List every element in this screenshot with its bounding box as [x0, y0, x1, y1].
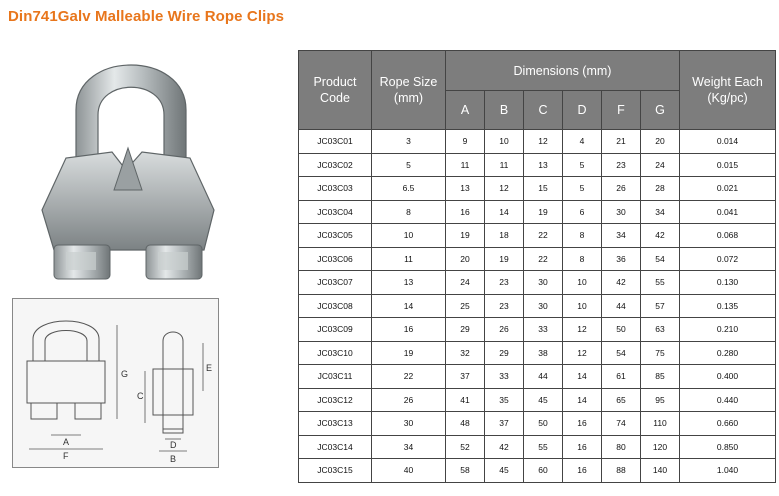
header-rope-size: Rope Size (mm): [372, 51, 446, 130]
cell-dim-a: 52: [446, 435, 485, 459]
cell-dim-c: 45: [524, 388, 563, 412]
cell-code: JC03C01: [299, 130, 372, 154]
cell-weight: 0.041: [680, 200, 776, 224]
table-row: [299, 200, 776, 224]
header-dim-a: A: [446, 91, 485, 130]
cell-rope-size: 8: [372, 200, 446, 224]
cell-dim-c: 22: [524, 247, 563, 271]
cell-rope-size: 16: [372, 318, 446, 342]
cell-code: JC03C09: [299, 318, 372, 342]
cell-weight: 1.040: [680, 459, 776, 483]
cell-code: JC03C11: [299, 365, 372, 389]
cell-dim-f: 50: [602, 318, 641, 342]
cell-dim-b: 29: [485, 341, 524, 365]
cell-dim-d: 6: [563, 200, 602, 224]
cell-dim-b: 23: [485, 294, 524, 318]
cell-dim-b: 37: [485, 412, 524, 436]
cell-dim-g: 57: [641, 294, 680, 318]
cell-dim-b: 14: [485, 200, 524, 224]
cell-dim-c: 13: [524, 153, 563, 177]
cell-code: JC03C13: [299, 412, 372, 436]
drawing-label-g: G: [121, 369, 129, 379]
cell-dim-d: 4: [563, 130, 602, 154]
cell-dim-d: 8: [563, 247, 602, 271]
cell-dim-d: 10: [563, 271, 602, 295]
cell-dim-a: 41: [446, 388, 485, 412]
cell-dim-a: 37: [446, 365, 485, 389]
cell-dim-a: 48: [446, 412, 485, 436]
cell-dim-a: 13: [446, 177, 485, 201]
drawing-label-d: D: [170, 440, 177, 450]
cell-rope-size: 6.5: [372, 177, 446, 201]
table-row: [299, 271, 776, 295]
cell-dim-d: 12: [563, 341, 602, 365]
product-photo: [14, 40, 244, 288]
table-row: [299, 459, 776, 483]
cell-dim-d: 10: [563, 294, 602, 318]
cell-dim-d: 14: [563, 388, 602, 412]
cell-dim-a: 32: [446, 341, 485, 365]
cell-rope-size: 26: [372, 388, 446, 412]
cell-dim-c: 22: [524, 224, 563, 248]
cell-rope-size: 13: [372, 271, 446, 295]
table-row: [299, 435, 776, 459]
cell-rope-size: 3: [372, 130, 446, 154]
cell-dim-f: 21: [602, 130, 641, 154]
table-row: [299, 341, 776, 365]
cell-dim-d: 14: [563, 365, 602, 389]
cell-dim-b: 35: [485, 388, 524, 412]
cell-dim-g: 20: [641, 130, 680, 154]
cell-dim-f: 34: [602, 224, 641, 248]
cell-dim-d: 16: [563, 459, 602, 483]
cell-rope-size: 22: [372, 365, 446, 389]
cell-code: JC03C07: [299, 271, 372, 295]
cell-dim-b: 42: [485, 435, 524, 459]
cell-weight: 0.014: [680, 130, 776, 154]
cell-dim-g: 120: [641, 435, 680, 459]
cell-dim-f: 30: [602, 200, 641, 224]
cell-dim-c: 30: [524, 294, 563, 318]
cell-dim-a: 24: [446, 271, 485, 295]
cell-dim-a: 9: [446, 130, 485, 154]
cell-weight: 0.130: [680, 271, 776, 295]
cell-weight: 0.135: [680, 294, 776, 318]
cell-dim-b: 11: [485, 153, 524, 177]
drawing-label-c: C: [137, 391, 144, 401]
cell-dim-f: 42: [602, 271, 641, 295]
cell-dim-a: 20: [446, 247, 485, 271]
cell-dim-c: 44: [524, 365, 563, 389]
cell-dim-g: 24: [641, 153, 680, 177]
cell-dim-c: 38: [524, 341, 563, 365]
cell-rope-size: 19: [372, 341, 446, 365]
cell-dim-c: 50: [524, 412, 563, 436]
cell-dim-d: 8: [563, 224, 602, 248]
cell-dim-b: 18: [485, 224, 524, 248]
cell-code: JC03C04: [299, 200, 372, 224]
cell-dim-g: 55: [641, 271, 680, 295]
cell-rope-size: 11: [372, 247, 446, 271]
cell-dim-f: 44: [602, 294, 641, 318]
cell-dim-f: 61: [602, 365, 641, 389]
header-dim-b: B: [485, 91, 524, 130]
cell-dim-a: 58: [446, 459, 485, 483]
cell-dim-f: 26: [602, 177, 641, 201]
cell-dim-c: 60: [524, 459, 563, 483]
cell-dim-g: 75: [641, 341, 680, 365]
cell-dim-f: 65: [602, 388, 641, 412]
cell-dim-d: 12: [563, 318, 602, 342]
cell-weight: 0.015: [680, 153, 776, 177]
cell-rope-size: 10: [372, 224, 446, 248]
header-dim-g: G: [641, 91, 680, 130]
cell-weight: 0.068: [680, 224, 776, 248]
cell-dim-f: 88: [602, 459, 641, 483]
cell-dim-f: 36: [602, 247, 641, 271]
cell-code: JC03C15: [299, 459, 372, 483]
cell-dim-g: 85: [641, 365, 680, 389]
header-product-code: Product Code: [299, 51, 372, 130]
header-dim-d: D: [563, 91, 602, 130]
cell-rope-size: 40: [372, 459, 446, 483]
table-row: [299, 247, 776, 271]
cell-dim-c: 55: [524, 435, 563, 459]
cell-dim-c: 15: [524, 177, 563, 201]
table-row: [299, 177, 776, 201]
drawing-label-e: E: [206, 363, 213, 373]
cell-dim-f: 74: [602, 412, 641, 436]
cell-dim-d: 16: [563, 412, 602, 436]
cell-dim-g: 63: [641, 318, 680, 342]
cell-code: JC03C06: [299, 247, 372, 271]
dimension-drawing: [12, 298, 219, 468]
table-row: [299, 412, 776, 436]
cell-rope-size: 5: [372, 153, 446, 177]
cell-code: JC03C14: [299, 435, 372, 459]
cell-dim-b: 33: [485, 365, 524, 389]
cell-dim-g: 54: [641, 247, 680, 271]
cell-dim-d: 5: [563, 153, 602, 177]
cell-dim-b: 10: [485, 130, 524, 154]
cell-dim-b: 19: [485, 247, 524, 271]
drawing-label-a: A: [63, 437, 70, 447]
drawing-label-f: F: [63, 451, 69, 461]
cell-weight: 0.072: [680, 247, 776, 271]
header-weight: Weight Each (Kg/pc): [680, 51, 776, 130]
cell-dim-g: 34: [641, 200, 680, 224]
drawing-label-b: B: [170, 454, 177, 464]
cell-weight: 0.660: [680, 412, 776, 436]
cell-dim-f: 80: [602, 435, 641, 459]
table-row: [299, 365, 776, 389]
cell-dim-c: 12: [524, 130, 563, 154]
cell-weight: 0.280: [680, 341, 776, 365]
cell-weight: 0.400: [680, 365, 776, 389]
cell-code: JC03C05: [299, 224, 372, 248]
cell-rope-size: 14: [372, 294, 446, 318]
cell-dim-b: 26: [485, 318, 524, 342]
cell-weight: 0.210: [680, 318, 776, 342]
header-dim-f: F: [602, 91, 641, 130]
header-dim-c: C: [524, 91, 563, 130]
cell-dim-d: 5: [563, 177, 602, 201]
table-row: [299, 388, 776, 412]
cell-dim-a: 11: [446, 153, 485, 177]
cell-code: JC03C03: [299, 177, 372, 201]
cell-rope-size: 30: [372, 412, 446, 436]
page-title: Din741Galv Malleable Wire Rope Clips: [8, 8, 285, 25]
spec-table: [298, 50, 776, 483]
spec-table-body: [299, 130, 776, 483]
cell-dim-b: 45: [485, 459, 524, 483]
cell-dim-c: 33: [524, 318, 563, 342]
cell-code: JC03C08: [299, 294, 372, 318]
cell-dim-g: 42: [641, 224, 680, 248]
cell-dim-c: 19: [524, 200, 563, 224]
cell-weight: 0.021: [680, 177, 776, 201]
table-row: [299, 130, 776, 154]
cell-dim-a: 16: [446, 200, 485, 224]
cell-rope-size: 34: [372, 435, 446, 459]
header-dimensions: Dimensions (mm): [446, 51, 680, 91]
cell-dim-a: 19: [446, 224, 485, 248]
cell-dim-a: 29: [446, 318, 485, 342]
cell-dim-b: 23: [485, 271, 524, 295]
table-row: [299, 224, 776, 248]
cell-code: JC03C10: [299, 341, 372, 365]
table-row: [299, 153, 776, 177]
cell-dim-g: 28: [641, 177, 680, 201]
cell-dim-g: 95: [641, 388, 680, 412]
cell-dim-f: 23: [602, 153, 641, 177]
cell-weight: 0.850: [680, 435, 776, 459]
cell-weight: 0.440: [680, 388, 776, 412]
cell-dim-a: 25: [446, 294, 485, 318]
cell-code: JC03C12: [299, 388, 372, 412]
cell-dim-g: 110: [641, 412, 680, 436]
cell-dim-b: 12: [485, 177, 524, 201]
cell-dim-g: 140: [641, 459, 680, 483]
cell-code: JC03C02: [299, 153, 372, 177]
table-row: [299, 294, 776, 318]
table-row: [299, 318, 776, 342]
cell-dim-f: 54: [602, 341, 641, 365]
cell-dim-d: 16: [563, 435, 602, 459]
cell-dim-c: 30: [524, 271, 563, 295]
